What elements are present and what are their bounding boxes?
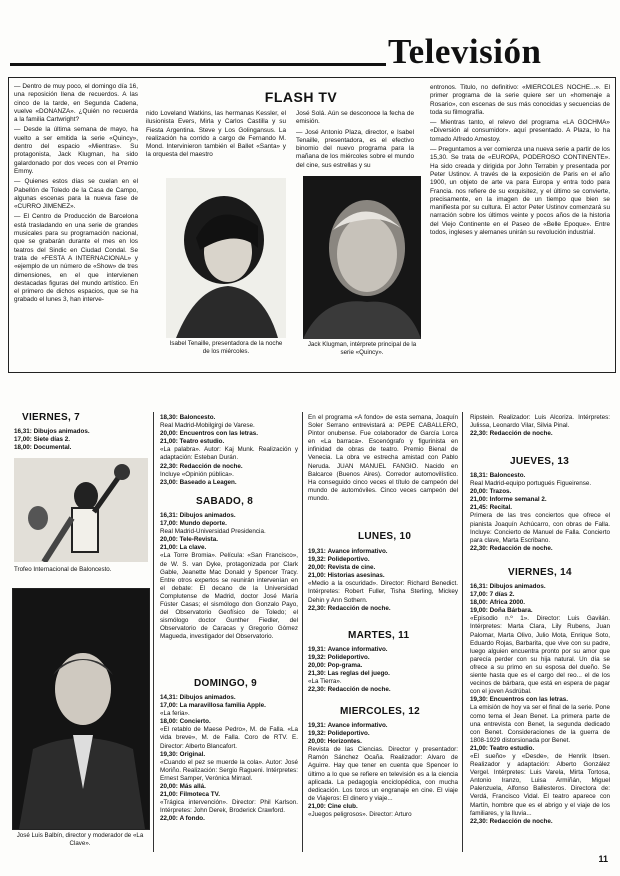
schedule-jueves-13 [470,472,610,553]
day-heading-viernes-14: VIERNES, 14 [508,567,572,578]
section-title: Televisión [388,32,542,71]
flash-paragraph: — Mientras tanto, el relevo del programa «LA GOCHMA» «Diversión al consumidor». aquí presentado. A Plaza, lo ha tomado Alfredo Amestoy. [430,119,610,143]
program-desc: Real Madrid-Universidad Presidencia. [160,528,266,536]
program-desc: «Trágica intervención». Director: Phil Karlson. Intérpretes: John Derek, Broderick Crawford. [160,799,298,815]
program-entry: 20,00: Tele-Revista. [160,536,218,544]
program-desc: «La Torre Bromia». Película: «San Francisco», de W. S. van Dyke, protagonizada por Clark Gable, Jeanette Mac Donald y Spencer Tracy. Entre otros expertos se reunirán intervenían en el debate: El decano de la Universidad Complutense de Madrid, doctor José María Fúster Casas; el sismólogo don Gonzalo Payo, del Observatorio Geofísico de Toledo; el sismólogo doctor Gunther Fiedler, del Observatorio de Caracas y Gregorio Gómez Magueda, investigador del Observatorio. [160,552,298,641]
program-entry: 17,00: Mundo deporte. [160,520,227,528]
flash-paragraph: José Solá. Aún se desconoce la fecha de emisión. [296,110,414,126]
program-entry: 22,30: Redacción de noche. [160,462,243,470]
program-desc: Primera de las tres conciertos que ofrece el pianista Joaquín Achúcarro, con obras de Falla. Incluye: Concierto de Manuel de Falla. Concierto para clave, Marta Escribano. [470,512,610,544]
program-entry: 18,31: Baloncesto. [470,472,526,479]
program-desc: La emisión de hoy va ser el final de la serie. Pone como tema el Jean Benet. La primera parte de una entrevista con Benet, la segunda dedicado con Benet. Consideraciones de la guerra de 1808-1929 distorsionada por Benet. [470,704,610,744]
day-heading-martes-11: MARTES, 11 [348,630,410,641]
program-desc: «La palabra». Autor: Kaj Munk. Realización y adaptación: Esteban Durán. [160,446,298,462]
schedule-col3-top [308,414,458,503]
program-entry: 20,00: Encuentros con las letras. [160,430,258,438]
program-desc: Real Madrid-equipo portugués Figueirense. [470,480,592,488]
flash-col-2 [146,110,286,162]
program-entry: 21,45: Recital. [470,504,513,512]
program-desc: «La Tierra». [308,678,342,686]
schedule-domingo-9 [160,694,298,824]
page-number: 11 [598,854,608,864]
program-entry: 19,31: Avance informativo. [308,646,388,653]
caption-balbin: José Luis Balbín, director y moderador de «La Clave». [16,832,144,847]
program-entry: 20,00: Revista de cine. [308,564,376,572]
flash-paragraph: entronos. Titulo, no definitivo: «MIERCOLES NOCHE...». El primer programa de la serie quiere ser un «homenaje a Rosario», con escenas de sus más conocidas y secuencias de toda su filmografía. [430,84,610,116]
schedule-martes-11 [308,646,458,695]
schedule-col4-top [470,414,610,438]
program-entry: 18,00: Concierto. [160,718,211,726]
column-divider [302,412,303,852]
program-desc: «El retablo de Maese Pedro», M. de Falla. «La vida breve», M. de Falla. Coro de RTV. E. Director: Alberto Blancafort. [160,726,298,750]
program-entry: 19,32: Polideportivo. [308,556,370,564]
program-entry: 16,31: Dibujos animados. [160,512,236,519]
program-desc: Incluye «Opinión pública». [160,470,234,478]
program-entry: 17,00: Siete días 2. [14,436,71,444]
header-rule [10,63,386,66]
flash-paragraph: — El Centro de Producción de Barcelona está trasladando en una serie de grandes musicales para su programación nacional, que se grabarán durante el mes en los teatros del Sindic en Ciudad Condal. Se trata de «FESTA A INTERNACIONAL» y «ejemplo de un número de «Show» de tres dimensiones, en el que intervienen destacadas figuras del mundo artístico. En el primero de dichos espacios, que se ha grabado el lunes 3, han interve- [14,213,138,304]
program-entry: 19,30: Original. [160,750,206,758]
photo-basketball [14,458,148,562]
program-entry: 16,31: Dibujos animados. [470,583,546,590]
day-heading-domingo-9: DOMINGO, 9 [194,678,258,689]
program-entry: 22,30: Redacción de noche. [470,544,553,552]
day-heading-miercoles-12: MIERCOLES, 12 [340,706,421,717]
schedule-lunes-10 [308,548,458,613]
program-desc: «La feria». [160,710,190,718]
program-entry: 21,30: Las reglas del juego. [308,670,390,678]
program-entry: 22,30: Redacción de noche. [470,817,553,825]
program-entry: 23,00: Baseado a Leagen. [160,478,237,486]
photo-jack-klugman [303,176,421,339]
program-desc: En el programa «A fondo» de esta semana, Joaquín Soler Serrano entrevistará a: PEPE CABALLERO, Pintor onubense. Fue colaborador de García Lorca en «La barraca». Escenógrafo y figurinista en infinidad de obras de teatro. Premio Bienal de Venecia. La obra ve estrecha amistad con Pablo Neruda. JUAN MANUEL FANGIO. Nacido en Balcarce (Buenos Aires). Corredor automovilístico. Ha conseguido cinco veces el título de campeón del mundo de automóviles. Cinco veces campeón del mundo. [308,414,458,502]
schedule-viernes-14 [470,583,610,826]
schedule-col2-top [160,414,298,487]
day-heading-jueves-13: JUEVES, 13 [510,456,570,467]
program-desc: «Cuando el pez se muerde la cola». Autor: José Moriño. Realización: Sergio Ragueni. Intérpretes: Ernest Samper, Verónica Mirraol. [160,758,298,782]
program-desc: Real Madrid-Mobilgirgi de Varese. [160,422,255,430]
program-entry: 21,00: Informe semanal 2. [470,496,547,504]
caption-isabel: Isabel Tenaille, presentadora de la noche de los miércoles. [169,340,283,355]
flash-paragraph: — Dentro de muy poco, el domingo día 16, una reposición llena de recuerdos. A las cinco de la tarde, en Segunda Cadena, vuelve «DONANZA». ¿Quién no recuerda a la familia Cartwright? [14,83,138,124]
program-entry: 19,30: Encuentros con las letras. [470,696,568,704]
schedule-viernes-7 [14,428,150,452]
caption-trofeo: Trofeo Internacional de Baloncesto. [14,566,112,573]
program-entry: 19,31: Avance informativo. [308,548,388,555]
flash-paragraph: — Preguntamos a ver comienza una nueva serie a partir de los 15,30. Se trata de «EUROPA, PODEROSO CONTINENTE». Ha sido creada y dirigida por John Terrabin y presentada por Peter Ustinov. A través de la exposición de Paris en el año 1900, un objeto de arte va para Europa y entra todo para Francia. nos refiere de su exquisitez, y el último se convierte, precisamente, en la imagen de un tiempo que bien se manifiesta por su cultura. El actor Peter Ustinov comenzará su narración sobre los últimos veinte y pocos años de la historia del Viejo Continente en el Paseo de «Belle Epoque». Entre todos, ingleses y alemanes unirán su revolución industrial. [430,146,610,237]
program-desc: «Medio a la oscuridad». Director: Richard Benedict. Intérpretes: Robert Fuller, Tisha Sterling, Mickey Dehin y Ann Sothern. [308,580,458,604]
program-entry: 21,00: Cine club. [308,802,358,810]
program-entry: 19,00: Doña Bárbara. [470,607,533,615]
flash-col-4 [430,84,610,239]
program-entry: 17,00: 7 días 2. [470,591,515,599]
program-entry: 20,00: Trazos. [470,488,512,496]
flash-paragraph: — José Antonio Plaza, director, e Isabel Tenaille, presentadora, es el efectivo binomio del nuevo programa para la mañana de los miércoles sobre el mundo del cine, sus estrellas y su [296,128,414,169]
program-entry: 20,00: Horizontes. [308,738,362,746]
flash-paragraph: — Quienes estos días se cuelan en el Pabellón de Toledo de la Casa de Campo, algunas escenas para la nueva fase de «CURRO JIMENEZ». [14,178,138,211]
day-heading-sabado-8: SABADO, 8 [196,496,254,507]
schedule-sabado-8 [160,512,298,642]
day-heading-lunes-10: LUNES, 10 [358,531,412,542]
program-desc: «El sueño» y «Desde», de Henrik Ibsen. Realizador y adaptación: Alberto González Vergel. Intérpretes: Luis Varela, Mirta Tortosa, Antonio Iranzo, Luisa Armiñán, Miguel Palenzuela, Alfonso Ballesteros. Directora de: Verdá, Francisco Vidal. El teatro aparece con Martín, hombre que es el abrigo y el viaje de los familiares, y la lluvia... [470,752,610,817]
program-entry: 18,30: Baloncesto. [160,414,216,421]
program-entry: 19,31: Avance informativo. [308,722,388,729]
photo-isabel-tenaille [166,178,286,338]
flash-paragraph: — Desde la última semana de mayo, ha vuelto a ser emitida la serie «Quincy», dentro del espacio «Mientras». Su protagonista, Jack Klugman, ha sido galardonado por dos veces con el Premio Emmy. [14,126,138,175]
program-entry: 21,00: Teatro estudio. [470,744,535,752]
program-entry: 19,32: Polideportivo. [308,654,370,662]
program-desc: Ripstein. Realizador: Luis Alcoriza. Intérpretes: Julissa, Leonardo Vilar, Silvia Pinal. [470,414,610,430]
program-entry: 14,31: Dibujos animados. [160,694,236,701]
program-entry: 16,31: Dibujos animados. [14,428,90,435]
program-entry: 21,00: La clave. [160,544,207,552]
column-divider [153,412,154,852]
program-entry: 21,00: Teatro estudio. [160,438,225,446]
program-entry: 20,00: Más allá. [160,783,206,791]
caption-klugman: Jack Klugman, intérprete principal de la serie «Quincy». [307,341,417,356]
program-entry: 22,00: A fondo. [160,815,205,823]
program-entry: 21,00: Historias asesinas. [308,572,385,580]
program-desc: «Juegos peligrosos». Director: Arturo [308,811,412,819]
program-entry: 20,00: Pop-grama. [308,662,363,670]
program-entry: 22,30: Redacción de noche. [470,430,553,438]
flash-col-3 [296,110,414,172]
photo-balbin [12,588,150,830]
program-entry: 17,00: La maravillosa familia Apple. [160,702,266,710]
program-entry: 22,30: Redacción de noche. [308,604,391,612]
program-desc: Revista de las Ciencias. Director y presentador: Ramón Sánchez Ocaña. Realizador: Alvaro de Aguirre. Hay que tener en cuenta que Spencer lo último a lo que se refiere en televisión es a la ciencia aplicada. La pedagogía enciclopédica, con mucha dedicación. Los toros un engranaje en cine. El viaje de Viajeros: El dinero y viaje... [308,746,458,802]
flash-col-1 [14,83,138,307]
schedule-miercoles-12 [308,722,458,819]
column-divider [462,412,463,852]
flash-tv-title: FLASH TV [264,89,338,105]
flash-paragraph: nido Loveland Watkins, las hermanas Kessler, el ilusionista Evers, Mirla y Carlos Castilla y su Fiesta Argentina. Steve y Los Golingansus. La realización ha corrido a cargo de Fernando M. Mond. Intervinieron también el Ballet «Santa» y la orquesta del maestro [146,110,286,159]
day-heading-viernes-7: VIERNES, 7 [22,412,81,423]
program-entry: 19,32: Polideportivo. [308,730,370,738]
program-entry: 21,00: Filmoteca TV. [160,791,220,799]
program-entry: 18,00: Africa 2000. [470,599,525,607]
program-entry: 22,30: Redacción de noche. [308,686,391,694]
program-desc: «Episodio n.º 1». Director: Luis Gavilán. Intérpretes: Marta Clara, Lily Rubens, Juan Palomar, Marta Olivo, Julio Mota, Enrique Soto, Eduardo Rojas, Barbarita, que vive con su padre, luego alguien encuentra pronto por su amor que parecía perder con su hija natural. Un día se ofrece a su primo en su esposa del dueño. Se siente hasta que es el cargo del reo... el de los vecinos de bárbara, que está en espera de pagar con el joven Asdrúbal. [470,615,610,696]
program-entry: 18,00: Documental. [14,444,72,452]
